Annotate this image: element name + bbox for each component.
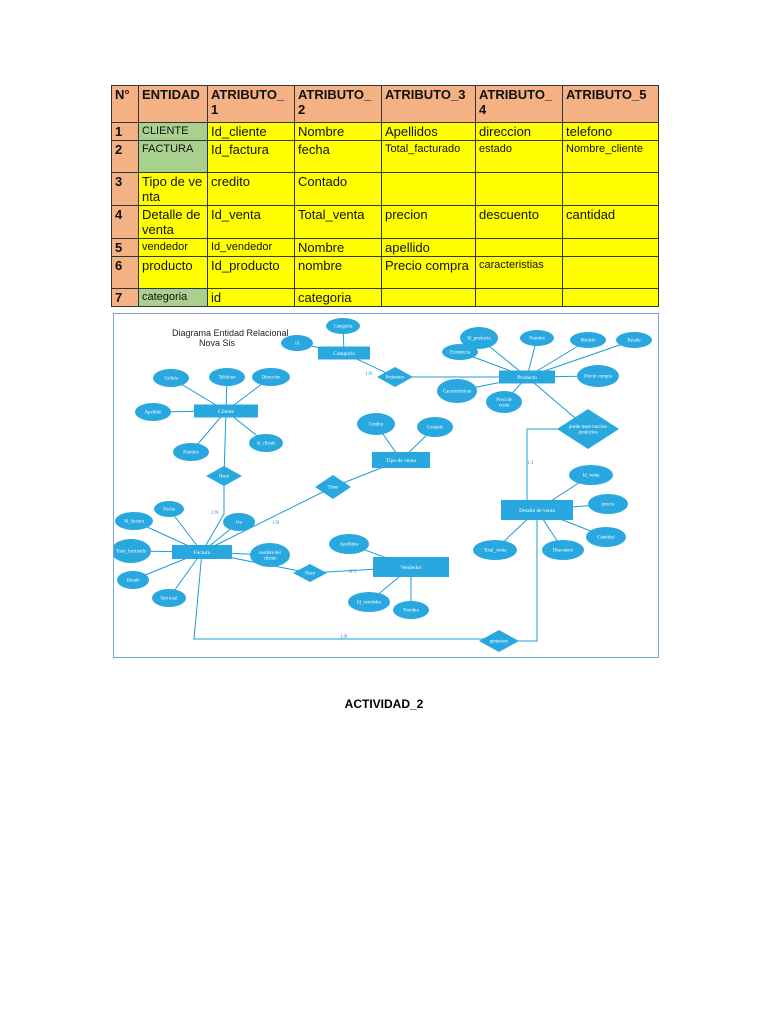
attribute-node (114, 539, 151, 563)
attribute-cell (563, 289, 659, 307)
node-label: Apellido (144, 410, 162, 416)
attribute-node (209, 368, 245, 386)
attribute-cell: estado (476, 141, 563, 173)
table-row (112, 173, 659, 206)
attribute-node (486, 391, 522, 413)
entity-factura (172, 545, 232, 559)
node-label: Id_venta (582, 473, 600, 479)
attribute-cell: Nombre (295, 123, 382, 141)
attribute-node (570, 332, 606, 348)
header-cell: ATRIBUTO_1 (208, 86, 295, 123)
entity-cell: vendedor (139, 239, 208, 257)
node-label: Hace (305, 571, 315, 577)
attribute-node (393, 601, 429, 619)
table-row (112, 289, 659, 307)
cardinality-label: 1:1 (527, 461, 534, 466)
node-label: Caracteristicas (442, 389, 472, 395)
node-label: precio (602, 502, 614, 508)
attribute-node (329, 534, 369, 554)
attribute-node (586, 527, 626, 547)
relation-pertenece (377, 367, 413, 387)
attribute-node (417, 417, 453, 437)
attribute-node (115, 512, 153, 530)
entity-cell: CLIENTE (139, 123, 208, 141)
node-label: Tipo de venta (385, 457, 417, 464)
node-label: Descuento (552, 548, 574, 554)
header-cell: ENTIDAD (139, 86, 208, 123)
attribute-node (616, 332, 652, 348)
attribute-node (473, 540, 517, 560)
node-label: Cedula (164, 376, 178, 382)
node-label: Contado (426, 425, 444, 431)
row-number: 4 (112, 206, 139, 239)
entity-detalle-venta (501, 500, 573, 520)
node-label: Preci de venta (496, 398, 512, 409)
attribute-node (577, 365, 619, 387)
attribute-cell: Total_venta (295, 206, 382, 239)
node-label: Precio compra (584, 374, 612, 380)
attribute-cell: Nombre (295, 239, 382, 257)
node-label: Nombre (183, 450, 199, 456)
node-label: nombre del cliente (259, 551, 281, 562)
attribute-cell: Total_facturado (382, 141, 476, 173)
node-label: puede tener muchos productos (568, 425, 608, 436)
attribute-node (153, 369, 189, 387)
attribute-node (252, 368, 290, 386)
header-cell: ATRIBUTO_2 (295, 86, 382, 123)
entity-cell: producto (139, 257, 208, 289)
node-label: Total_facturado (115, 549, 147, 555)
attribute-cell: fecha (295, 141, 382, 173)
node-label: Cliente (218, 408, 234, 415)
attribute-node (223, 513, 255, 531)
attribute-node (442, 344, 478, 360)
attribute-node (520, 330, 554, 346)
attribute-cell (476, 173, 563, 206)
attribute-cell (382, 173, 476, 206)
table-row (112, 239, 659, 257)
attribute-cell: telefono (563, 123, 659, 141)
attribute-cell: apellido (382, 239, 476, 257)
node-label: Nombre (403, 608, 419, 614)
attribute-cell: cantidad (563, 206, 659, 239)
attribute-cell: nombre (295, 257, 382, 289)
attribute-cell: Contado (295, 173, 382, 206)
connector-factura-tiene (202, 487, 333, 552)
attribute-cell (563, 173, 659, 206)
attribute-cell (476, 289, 563, 307)
row-number: 2 (112, 141, 139, 173)
table-row (112, 123, 659, 141)
attribute-cell: id (208, 289, 295, 307)
node-label: id_cliente (256, 441, 276, 447)
attribute-cell: Id_cliente (208, 123, 295, 141)
relation-pertenece-detalle (479, 630, 519, 652)
attribute-cell (476, 239, 563, 257)
attribute-node (588, 494, 628, 514)
attribute-cell: descuento (476, 206, 563, 239)
attribute-cell (563, 257, 659, 289)
attribute-node (250, 543, 290, 567)
connector-pertenece-detalle (499, 510, 537, 641)
header-cell: ATRIBUTO_4 (476, 86, 563, 123)
attribute-cell: caracteristias (476, 257, 563, 289)
node-label: Fecha (163, 507, 175, 513)
cardinality-label: 1:N (272, 521, 280, 526)
node-label: Nombre (529, 336, 545, 342)
attribute-cell (382, 289, 476, 307)
node-label: Id_factura (124, 519, 144, 525)
table-row (112, 257, 659, 289)
node-label: Id_producto (467, 336, 491, 342)
attribute-node (348, 592, 390, 612)
attribute-node (152, 589, 186, 607)
node-label: Estado (126, 578, 140, 584)
node-label: Cantidad (597, 535, 615, 541)
node-label: Hace (219, 474, 229, 480)
node-label: Detalle de venta (519, 507, 555, 514)
diagram-subtitle: Nova Sis (199, 338, 236, 348)
entity-cell: Tipo de venta (139, 173, 208, 206)
entity-producto (499, 371, 555, 384)
attribute-node (357, 413, 395, 435)
node-label: Categoria (333, 350, 355, 357)
header-cell: N° (112, 86, 139, 123)
attribute-node (173, 443, 209, 461)
node-label: Estado (627, 338, 641, 344)
node-label: Direccion (261, 375, 281, 381)
attribute-node (154, 501, 184, 517)
header-cell: ATRIBUTO_3 (382, 86, 476, 123)
node-label: Iva (235, 520, 243, 526)
cardinality-label: 1:N (365, 372, 373, 377)
relation-puede-tener (557, 409, 619, 449)
entity-cell: FACTURA (139, 141, 208, 173)
attribute-cell: precion (382, 206, 476, 239)
er-diagram (113, 313, 659, 658)
attribute-node (117, 571, 149, 589)
attribute-cell (563, 239, 659, 257)
entity-cell: Detalle de venta (139, 206, 208, 239)
cardinality-label: N:1 (349, 570, 357, 575)
attribute-node (569, 465, 613, 485)
node-label: pertenece (489, 639, 509, 645)
attribute-node (326, 318, 360, 334)
attribute-cell: Id_factura (208, 141, 295, 173)
attribute-node (437, 379, 477, 403)
cardinality-label: 1:N (340, 635, 348, 640)
entity-vendedor (373, 557, 449, 577)
header-cell: ATRIBUTO_5 (563, 86, 659, 123)
row-number: 3 (112, 173, 139, 206)
attribute-node (135, 403, 171, 421)
node-label: id (295, 341, 299, 347)
er-diagram-canvas (114, 314, 658, 657)
relation-hace-cliente (206, 466, 242, 486)
node-label: Sub total (160, 596, 178, 602)
node-label: Existencia (450, 350, 470, 356)
row-number: 1 (112, 123, 139, 141)
node-label: Apellidos (339, 542, 359, 548)
attribute-cell: credito (208, 173, 295, 206)
table-row (112, 206, 659, 239)
attribute-cell: Apellidos (382, 123, 476, 141)
cardinality-label: 1:N (211, 511, 219, 516)
relation-tiene (315, 475, 351, 499)
relation-hace-vendedor (293, 564, 327, 582)
attribute-node (542, 540, 584, 560)
attribute-cell: Nombre_cliente (563, 141, 659, 173)
diagram-title: Diagrama Entidad Relacional (172, 328, 289, 338)
entity-cliente (194, 405, 258, 418)
page-caption: ACTIVIDAD_2 (344, 697, 424, 711)
entity-tipo-venta (372, 452, 430, 468)
row-number: 6 (112, 257, 139, 289)
attribute-cell: Precio compra (382, 257, 476, 289)
node-label: Credito (368, 422, 384, 428)
attribute-cell: Id_producto (208, 257, 295, 289)
node-label: Telefono (218, 375, 236, 381)
attribute-cell: Id_vendedor (208, 239, 295, 257)
attributes-table (111, 85, 659, 307)
table-header-row (112, 86, 659, 123)
table-row (112, 141, 659, 173)
node-label: Vendedor (400, 564, 422, 571)
node-label: Factura (193, 549, 211, 556)
attribute-node (281, 335, 313, 351)
node-label: Pertenece (385, 375, 405, 381)
node-label: Modelo (580, 338, 596, 344)
entity-cell: categoria (139, 289, 208, 307)
attribute-cell: categoria (295, 289, 382, 307)
row-number: 7 (112, 289, 139, 307)
attribute-cell: Id_venta (208, 206, 295, 239)
row-number: 5 (112, 239, 139, 257)
attribute-node (249, 434, 283, 452)
node-label: Total_venta (483, 548, 507, 554)
node-label: Tiene (327, 485, 339, 491)
entity-categoria (318, 347, 370, 360)
node-label: Id_vendedor (356, 600, 382, 606)
attribute-cell: direccion (476, 123, 563, 141)
node-label: Categoria (333, 324, 353, 330)
node-label: Producto (517, 374, 537, 381)
